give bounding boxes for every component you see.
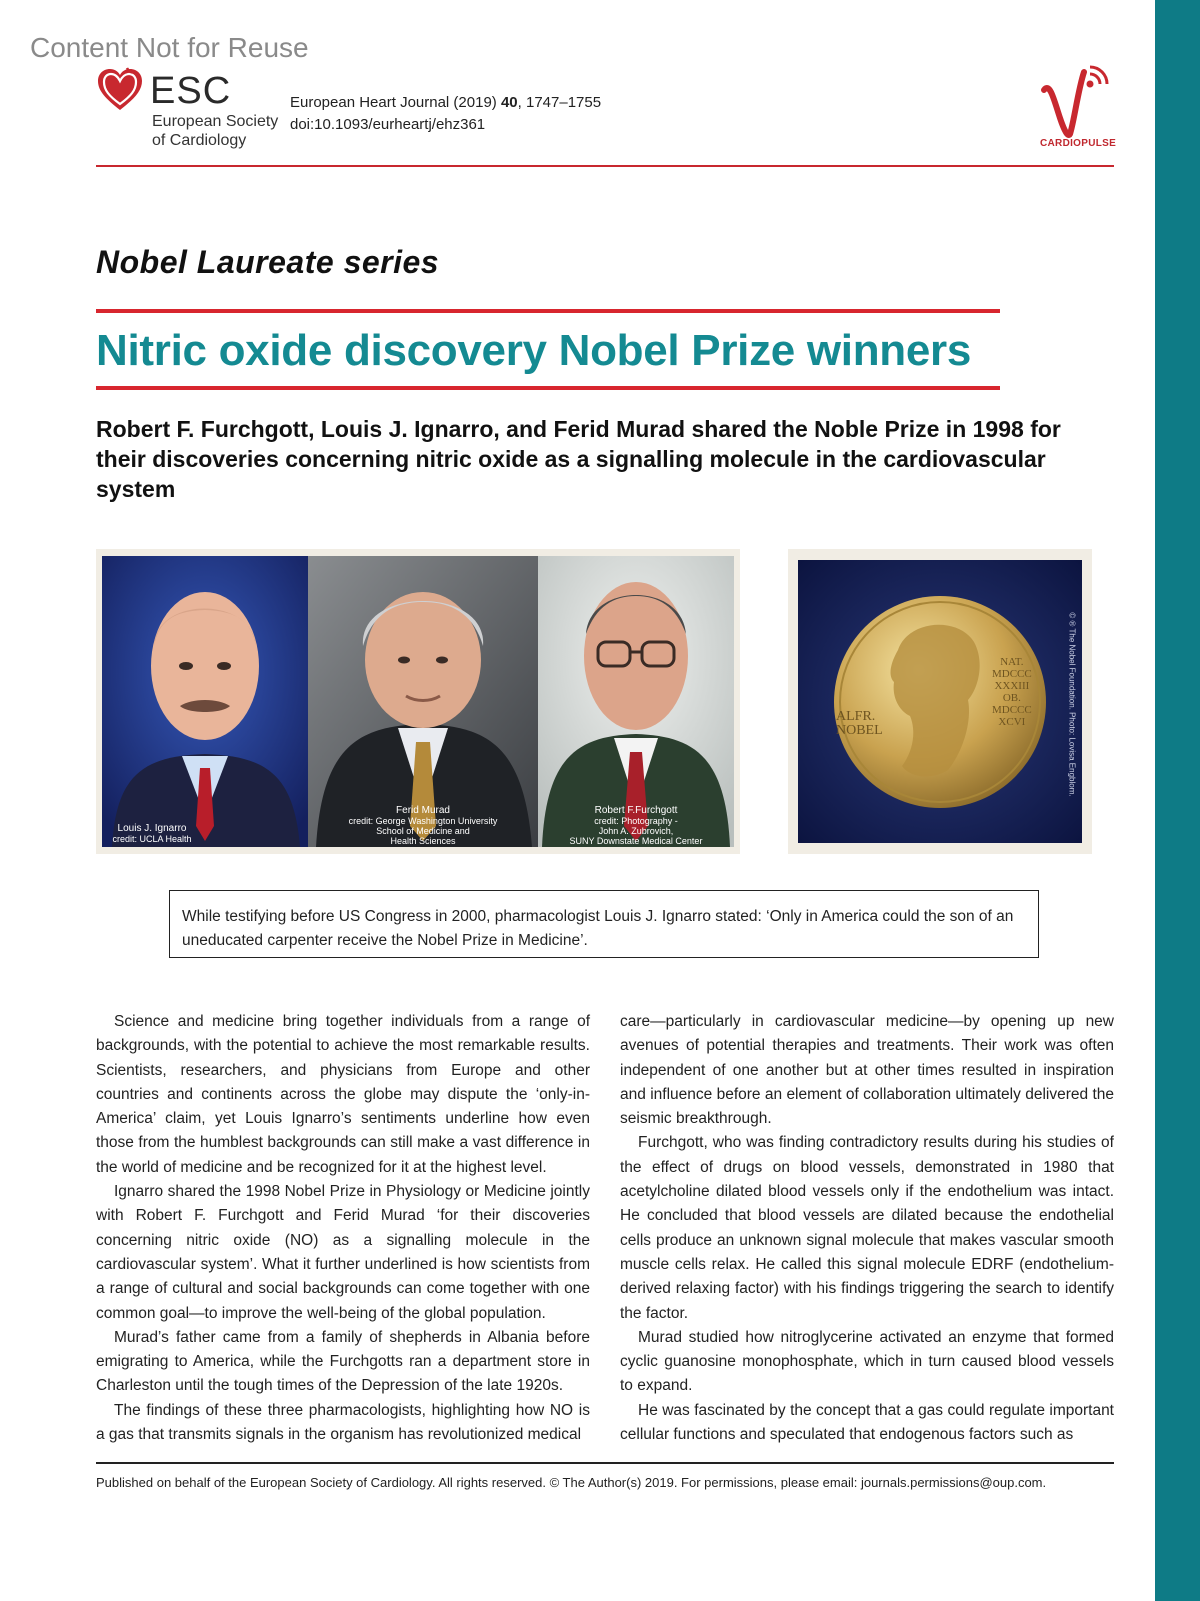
- body-paragraph: care—particularly in cardiovascular medicine—by opening up new avenues of potential therapies and treatments. Their work was often independent of one another but at other times resulted in inspiration and influence before an element of collaboration ultimately delivered the seismic breakthrough.: [620, 1013, 1114, 1128]
- caption-murad-credit-2: School of Medicine and: [376, 826, 470, 836]
- journal-citation: [290, 92, 601, 136]
- medal-inscription-right-1: NAT.: [1000, 656, 1024, 668]
- body-paragraph: Murad studied how nitroglycerine activated an enzyme that formed cyclic guanosine monophosphate, which in turn caused blood vessels to expand.: [620, 1328, 1114, 1395]
- caption-murad-credit-1: credit: George Washington University: [348, 816, 498, 826]
- series-label: Nobel Laureate series: [96, 244, 440, 280]
- doi: doi:10.1093/eurheartj/ehz361: [290, 116, 486, 133]
- heart-icon: [96, 66, 144, 114]
- citation-line: [290, 92, 601, 114]
- portrait-ignarro: [102, 556, 308, 847]
- caption-furchgott-credit-2: John A. Zubrovich,: [598, 826, 674, 836]
- medal-inscription-right-2: MDCCC: [992, 668, 1032, 680]
- medal-inscription-right-4: OB.: [1002, 692, 1021, 704]
- caption-murad: [308, 806, 538, 846]
- caption-furchgott-credit-3: SUNY Downstate Medical Center: [569, 836, 703, 846]
- footer-rule: [96, 1462, 1114, 1464]
- article-subtitle: Robert F. Furchgott, Louis J. Ignarro, and Ferid Murad shared the Noble Prize in 1998 for their discoveries concerning nitric oxide as a signalling molecule in the cardiovascular system: [96, 416, 1061, 502]
- caption-ignarro-name: Louis J. Ignarro: [117, 823, 187, 834]
- caption-furchgott-credit-1: credit: Photography -: [594, 816, 678, 826]
- body-paragraph: Ignarro shared the 1998 Nobel Prize in Physiology or Medicine jointly with Robert F. Furchgott and Ferid Murad ‘for their discoveries concerning nitric oxide (NO) as a signalling molecule in the cardiovascular system’. What it further underlined is how scientists from a range of cultural and social backgrounds can come together with one common goal—to improve the well-being of the global population.: [96, 1183, 590, 1322]
- article-title: Nitric oxide discovery Nobel Prize winners: [96, 326, 972, 375]
- medal-photo-credit: © ® The Nobel Foundation. Photo: Lovisa Engblom.: [1067, 612, 1077, 797]
- title-rule-top: [96, 309, 1000, 313]
- body-paragraph: Furchgott, who was finding contradictory results during his studies of the effect of drugs on blood vessels, demonstrated in 1980 that acetylcholine dilated blood vessels only if the endothelium was intact. He concluded that blood vessels are dilated because the endothelial cells produce an unknown signal molecule that makes vascular smooth muscle cells relax. He called this signal molecule EDRF (endothelium-derived relaxing factor) with his findings triggering the search to identify the factor.: [620, 1134, 1114, 1322]
- esc-name-line-1: European Society: [152, 113, 279, 130]
- medal-inscription-left-2: NOBEL: [836, 723, 883, 738]
- esc-logo: [96, 66, 296, 150]
- body-column-left: [96, 1010, 590, 1447]
- caption-murad-name: Ferid Murad: [396, 805, 450, 816]
- portrait-furchgott: [538, 556, 734, 847]
- medal-inscription-right-5: MDCCC: [992, 704, 1032, 716]
- portrait-ignarro-image: [102, 556, 308, 847]
- nobel-medal-icon: [798, 560, 1082, 843]
- journal-name-year: European Heart Journal (2019): [290, 94, 501, 111]
- nobel-medal-image: [798, 560, 1082, 843]
- cardiopulse-label: CARDIOPULSE: [1040, 138, 1117, 149]
- watermark: Content Not for Reuse: [30, 32, 309, 63]
- pull-quote: While testifying before US Congress in 2000, pharmacologist Louis J. Ignarro stated: ‘Only in America could the son of an uneducated carpenter receive the Nobel Prize in Medicine’.: [169, 890, 1039, 958]
- esc-name-line-2: of Cardiology: [152, 132, 247, 149]
- title-rule-bottom: [96, 386, 1000, 390]
- esc-full-name: [152, 112, 278, 150]
- caption-furchgott: [538, 806, 734, 846]
- nobel-medal-panel: [788, 549, 1092, 854]
- right-edge-bar: [1155, 0, 1200, 1601]
- portrait-murad: [308, 556, 538, 847]
- caption-ignarro-credit: credit: UCLA Health: [112, 834, 192, 844]
- body-paragraph: Science and medicine bring together individuals from a range of backgrounds, with the potential to achieve the most remarkable results. Scientists, researchers, and physicians from Europe and other countries and continents across the globe may dispute the ‘only-in-America’ claim, yet Louis Ignarro’s sentiments underline how even those from the humblest backgrounds can still make a vast difference in the world of medicine and be recognized for it at the highest level.: [96, 1013, 590, 1176]
- laureate-portraits: [96, 549, 740, 854]
- caption-murad-credit-3: Health Sciences: [390, 836, 456, 846]
- medal-inscription-right-3: XXXIII: [994, 680, 1030, 692]
- portrait-murad-image: [308, 556, 538, 847]
- medal-inscription-right: [992, 656, 1032, 728]
- journal-pages: , 1747–1755: [517, 94, 602, 111]
- medal-inscription-left: [836, 710, 883, 738]
- footer-copyright: Published on behalf of the European Society of Cardiology. All rights reserved. © The Author(s) 2019. For permissions, please email: journals.permissions@oup.com.: [96, 1475, 1047, 1490]
- body-column-right: [620, 1010, 1114, 1447]
- journal-volume: 40: [500, 94, 518, 111]
- portrait-furchgott-image: [538, 556, 734, 847]
- body-paragraph: He was fascinated by the concept that a gas could regulate important cellular functions and speculated that endogenous factors such as: [620, 1401, 1114, 1444]
- caption-furchgott-name: Robert F.Furchgott: [594, 805, 678, 816]
- body-paragraph: Murad’s father came from a family of shepherds in Albania before emigrating to America, while the Furchgotts ran a department store in Charleston until the tough times of the Depression of the late 1920s.: [96, 1328, 590, 1395]
- esc-abbreviation: ESC: [150, 70, 232, 112]
- medal-inscription-right-6: XCVI: [998, 716, 1026, 728]
- medal-inscription-left-1: ALFR.: [836, 709, 876, 724]
- body-paragraph: The findings of these three pharmacologists, highlighting how NO is a gas that transmits signals in the organism has revolutionized medical: [96, 1401, 590, 1444]
- caption-ignarro: [102, 824, 202, 844]
- header-rule: [96, 165, 1114, 167]
